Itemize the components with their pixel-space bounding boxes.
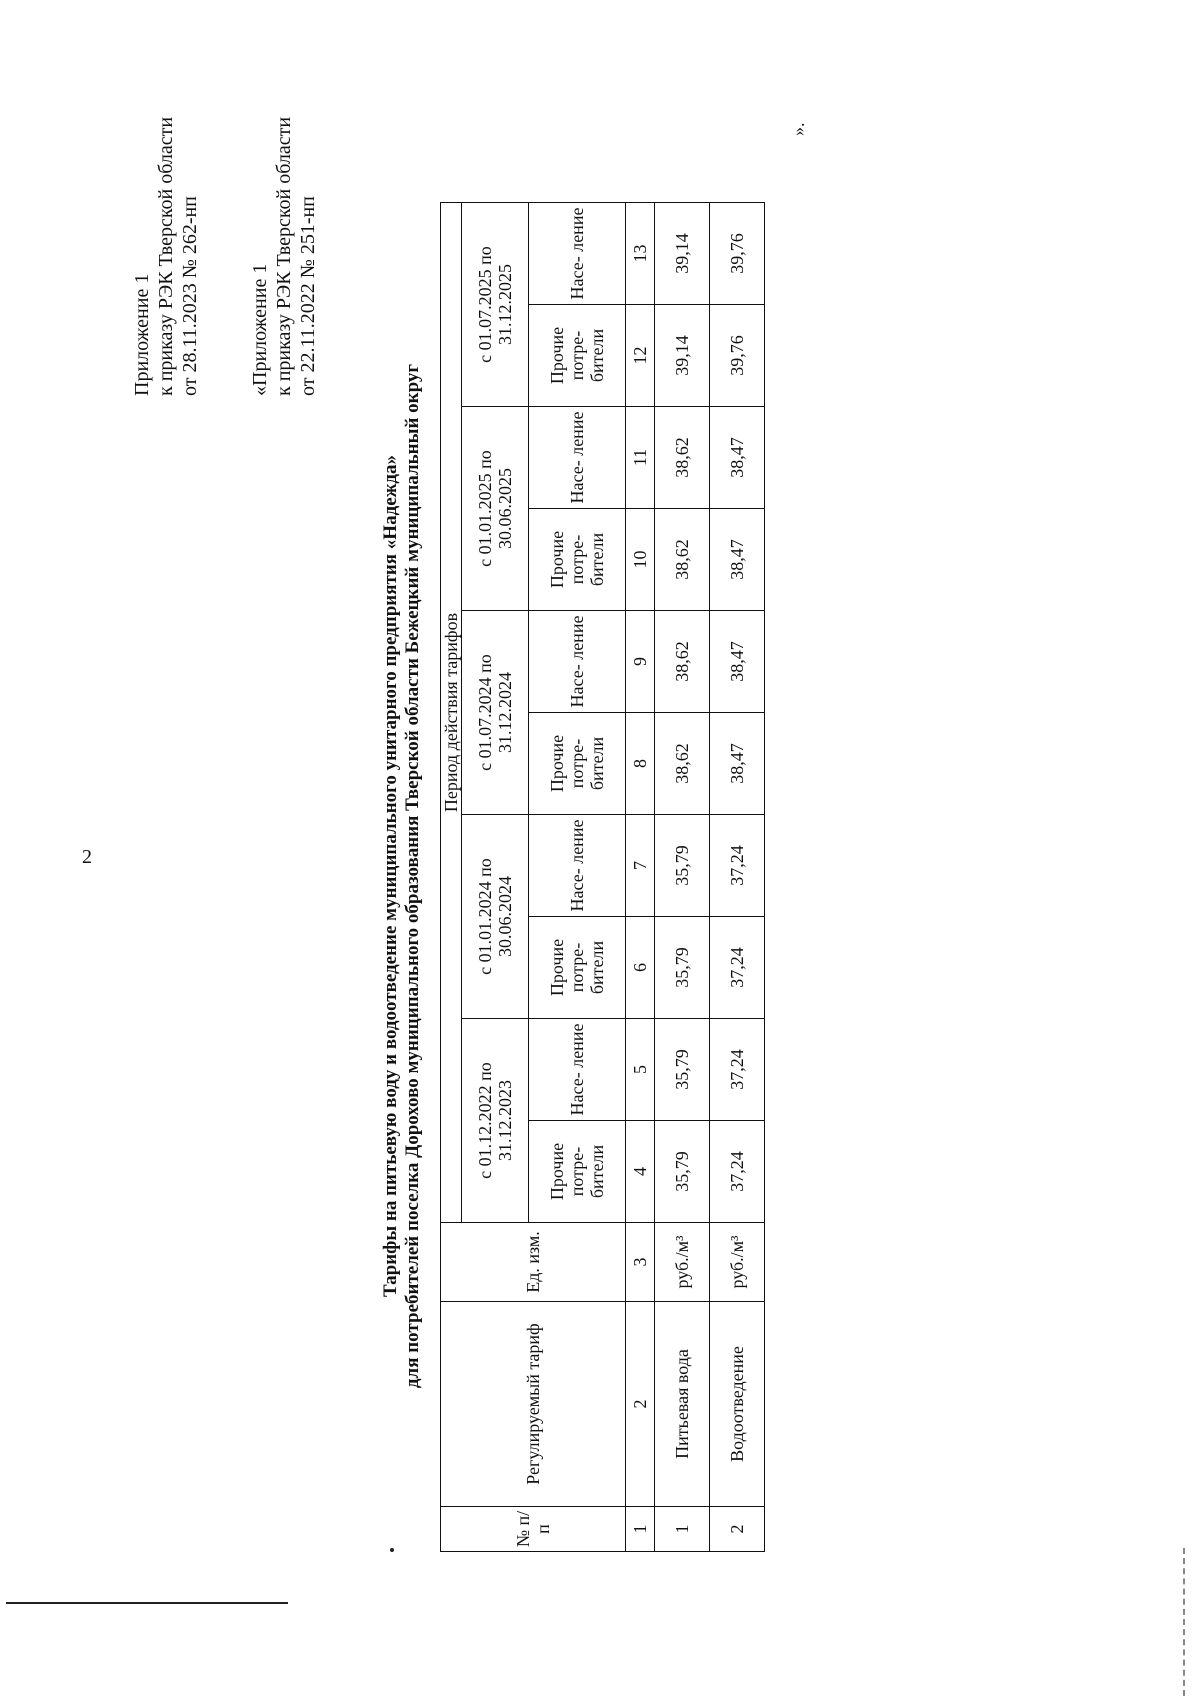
scan-dot [390, 1548, 394, 1552]
appendix-line: к приказу РЭК Тверской области [155, 116, 177, 396]
tariff-value: 37,24 [710, 917, 765, 1019]
column-number: 3 [626, 1223, 655, 1302]
tariff-value: 39,14 [655, 305, 710, 407]
appendix-line: «Приложение 1 [249, 263, 271, 396]
row-number: 1 [655, 1507, 710, 1552]
header-unit: Ед. изм. [441, 1223, 626, 1302]
header-tariff: Регулируемый тариф [441, 1302, 626, 1507]
header-other-consumers: Прочие потре- бители [529, 713, 626, 815]
appendix-reference-new [130, 117, 202, 396]
tariff-value: 35,79 [655, 1121, 710, 1223]
tariff-value: 37,24 [710, 1019, 765, 1121]
column-number: 2 [626, 1302, 655, 1507]
margin-rule [6, 1602, 288, 1604]
column-number: 13 [626, 203, 655, 305]
tariff-value: 37,24 [710, 1121, 765, 1223]
tariff-value: 38,47 [710, 713, 765, 815]
column-number: 9 [626, 611, 655, 713]
column-number: 11 [626, 407, 655, 509]
header-period-range: с 01.07.2024 по 31.12.2024 [462, 611, 529, 815]
table-header-row [441, 203, 462, 1552]
tariff-value: 39,76 [710, 305, 765, 407]
tariff-value: 38,62 [655, 713, 710, 815]
document-title [380, 176, 424, 1576]
table-row [655, 203, 710, 1552]
column-number: 12 [626, 305, 655, 407]
header-period-range: с 01.12.2022 по 31.12.2023 [462, 1019, 529, 1223]
header-no: № п/п [441, 1507, 626, 1552]
tariff-value: 38,62 [655, 509, 710, 611]
column-number: 1 [626, 1507, 655, 1552]
row-number: 2 [710, 1507, 765, 1552]
page-number: 2 [82, 846, 92, 868]
appendix-line: от 28.11.2023 № 262-нп [179, 196, 201, 396]
appendix-reference-old [248, 117, 320, 396]
table-row [710, 203, 765, 1552]
tariff-value: 39,14 [655, 203, 710, 305]
unit-cell: руб./м³ [710, 1223, 765, 1302]
column-number: 6 [626, 917, 655, 1019]
header-period-range: с 01.01.2024 по 30.06.2024 [462, 815, 529, 1019]
header-other-consumers: Прочие потре- бители [529, 917, 626, 1019]
header-other-consumers: Прочие потре- бители [529, 1121, 626, 1223]
tariff-value: 38,47 [710, 509, 765, 611]
tariff-value: 38,47 [710, 407, 765, 509]
appendix-line: к приказу РЭК Тверской области [273, 116, 295, 396]
header-other-consumers: Прочие потре- бители [529, 305, 626, 407]
column-number: 8 [626, 713, 655, 815]
tariff-value: 37,24 [710, 815, 765, 917]
tariff-value: 38,62 [655, 611, 710, 713]
column-number: 10 [626, 509, 655, 611]
header-population: Насе- ление [529, 203, 626, 305]
title-line: для потребителей поселка Дорохово муниципального образования Тверской области Бежецкий муниципальный округ [402, 363, 423, 1389]
column-number-row [626, 203, 655, 1552]
header-population: Насе- ление [529, 1019, 626, 1121]
tariff-value: 39,76 [710, 203, 765, 305]
appendix-line: от 22.11.2022 № 251-нп [297, 196, 319, 396]
appendix-line: Приложение 1 [131, 273, 153, 396]
header-other-consumers: Прочие потре- бители [529, 509, 626, 611]
scan-edge-line [1183, 1548, 1185, 1696]
tariff-value: 38,47 [710, 611, 765, 713]
header-period: Период действия тарифов [441, 203, 462, 1223]
header-population: Насе- ление [529, 611, 626, 713]
header-population: Насе- ление [529, 815, 626, 917]
column-number: 5 [626, 1019, 655, 1121]
column-number: 4 [626, 1121, 655, 1223]
tariff-value: 35,79 [655, 815, 710, 917]
column-number: 7 [626, 815, 655, 917]
tariff-value: 35,79 [655, 1019, 710, 1121]
tariff-table [440, 202, 765, 1552]
header-period-range: с 01.07.2025 по 31.12.2025 [462, 203, 529, 407]
header-population: Насе- ление [529, 407, 626, 509]
tariff-name: Водоотведение [710, 1302, 765, 1507]
tariff-name: Питьевая вода [655, 1302, 710, 1507]
header-period-range: с 01.01.2025 по 30.06.2025 [462, 407, 529, 611]
title-line: Тарифы на питьевую воду и водоотведение муниципального унитарного предприятия «Надежда» [380, 454, 401, 1298]
closing-quote: ». [788, 122, 808, 136]
tariff-value: 38,62 [655, 407, 710, 509]
tariff-value: 35,79 [655, 917, 710, 1019]
unit-cell: руб./м³ [655, 1223, 710, 1302]
